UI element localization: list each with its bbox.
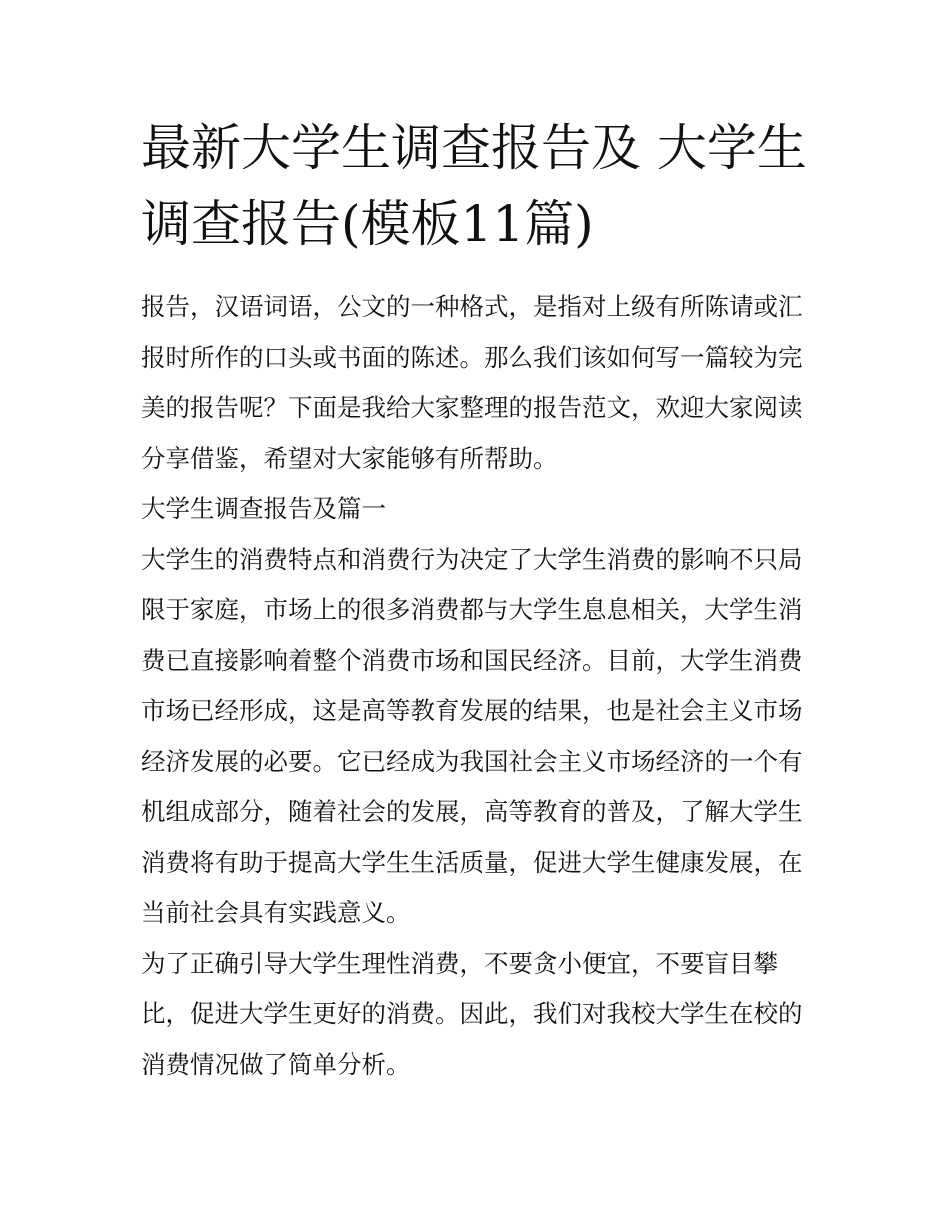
document-title: 最新大学生调查报告及 大学生调查报告(模板11篇) (141, 119, 807, 253)
body-paragraph: 大学生的消费特点和消费行为决定了大学生消费的影响不只局限于家庭，市场上的很多消费都与大学生息息相关，大学生消费已直接影响着整个消费市场和国民经济。目前，大学生消费市场已经形成，这是高等教育发展的结果，也是社会主义市场经济发展的必要。它已经成为我国社会主义市场经济的一个有机组成部分，随着社会的发展，高等教育的普及，了解大学生消费将有助于提高大学生生活质量，促进大学生健康发展，在当前社会具有实践意义。 (141, 544, 803, 927)
section-heading: 大学生调查报告及篇一 (141, 494, 386, 523)
body-paragraph: 为了正确引导大学生理性消费，不要贪小便宜，不要盲目攀比，促进大学生更好的消费。因此，我们对我校大学生在校的消费情况做了简单分析。 (141, 948, 803, 1079)
document-body (141, 110, 811, 1090)
intro-paragraph: 报告，汉语词语，公文的一种格式，是指对上级有所陈请或汇报时所作的口头或书面的陈述。那么我们该如何写一篇较为完美的报告呢？下面是我给大家整理的报告范文，欢迎大家阅读分享借鉴，希望对大家能够有所帮助。 (141, 292, 803, 473)
